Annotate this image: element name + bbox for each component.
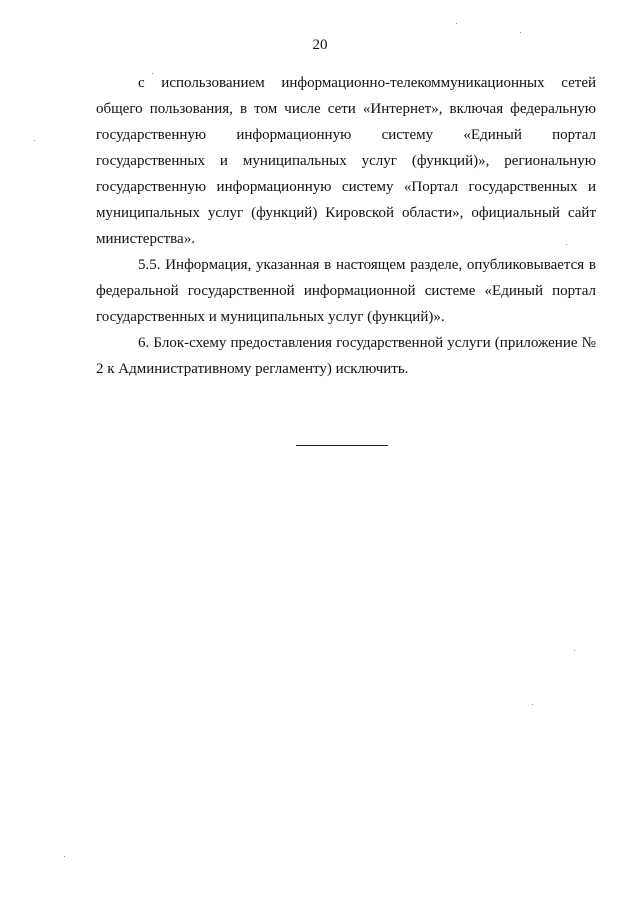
scan-speck	[566, 244, 567, 245]
scan-speck	[520, 32, 521, 33]
page-number: 20	[312, 37, 328, 53]
scan-speck	[152, 73, 153, 74]
end-divider	[296, 445, 388, 446]
scan-speck	[532, 704, 533, 705]
scan-speck	[34, 140, 35, 141]
scan-speck	[456, 23, 457, 24]
scan-speck	[574, 650, 575, 651]
paragraph-5-5: 5.5. Информация, указанная в настоящем разделе, опубликовывается в федеральной государственной информационной системе «Единый портал государственных и муниципальных услуг (функций)».	[96, 257, 596, 325]
document-body	[96, 70, 596, 382]
paragraph-continuation: с использованием информационно-телекоммуникационных сетей общего пользования, в том числе сети «Интернет», включая федеральную государственную информационную систему «Единый портал государственных и муниципальных услуг (функций)», региональную государственную информационную систему «Портал государственных и муниципальных услуг (функций) Кировской области», официальный сайт министерства».	[96, 75, 596, 247]
scan-speck	[64, 856, 65, 857]
paragraph-6: 6. Блок-схему предоставления государственной услуги (приложение № 2 к Административному регламенту) исключить.	[96, 335, 596, 377]
